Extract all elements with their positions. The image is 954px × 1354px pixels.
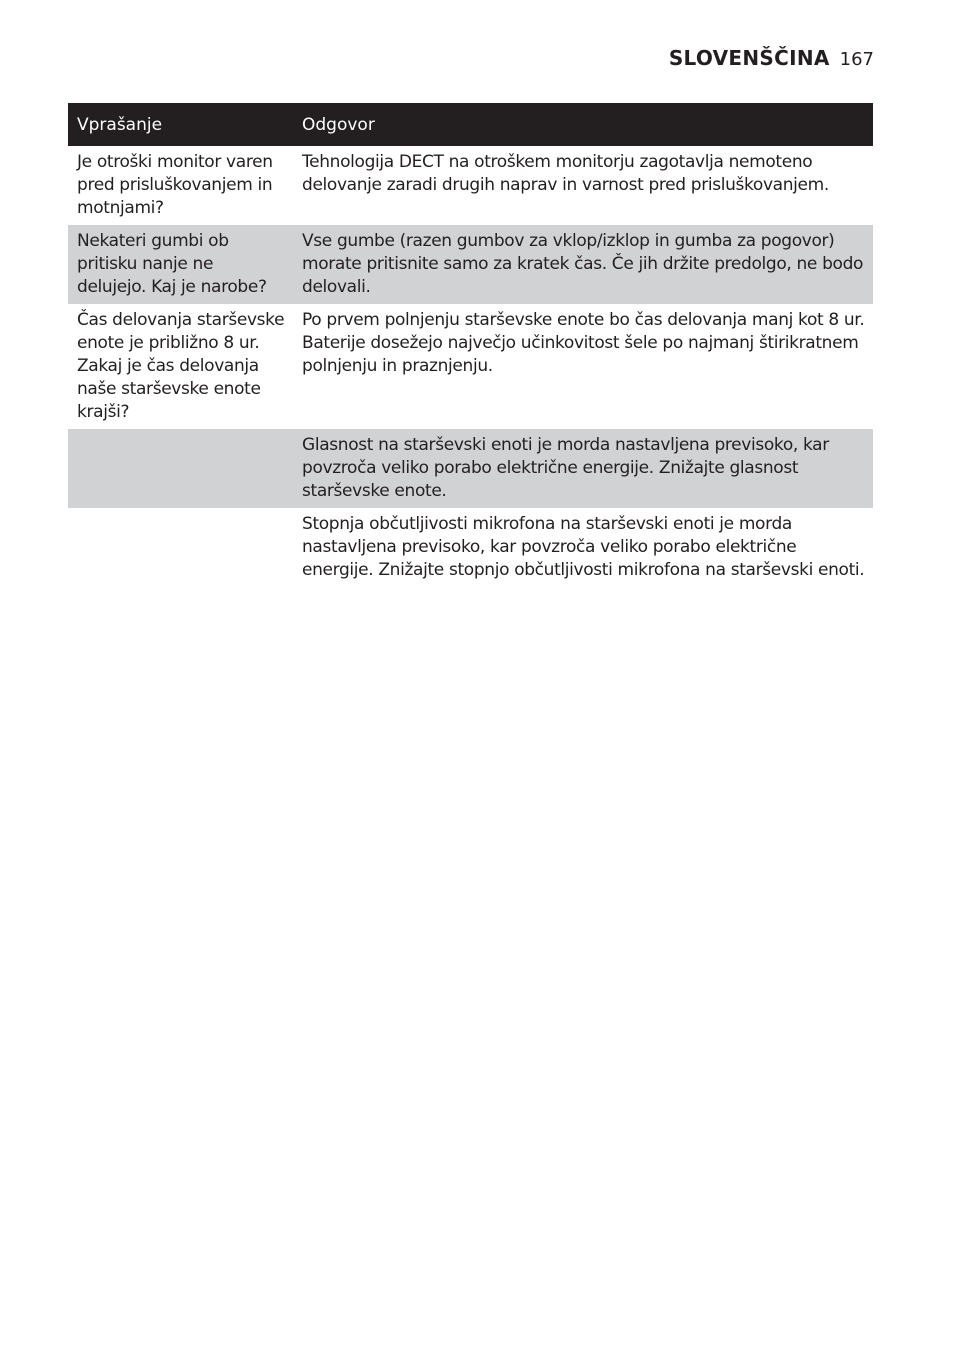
question-cell: Čas delovanja starševske enote je približno 8 ur. Zakaj je čas delovanja naše starševske enote krajši? — [77, 310, 285, 422]
table-row — [68, 146, 873, 225]
question-cell: Je otroški monitor varen pred prisluškovanjem in motnjami? — [77, 152, 273, 218]
column-header-answer: Odgovor — [293, 103, 873, 146]
language-title: SLOVENŠČINA — [668, 46, 830, 70]
answer-cell: Tehnologija DECT na otroškem monitorju zagotavlja nemoteno delovanje zaradi drugih naprav in varnost pred prisluškovanjem. — [302, 152, 829, 195]
table-row — [68, 429, 873, 508]
question-cell: Nekateri gumbi ob pritisku nanje ne delujejo. Kaj je narobe? — [68, 225, 293, 304]
table-row — [68, 508, 873, 587]
answer-cell: Vse gumbe (razen gumbov za vklop/izklop in gumba za pogovor) morate pritisnite samo za kratek čas. Če jih držite predolgo, ne bodo delovali. — [293, 225, 873, 304]
question-cell — [68, 429, 293, 508]
answer-cell: Po prvem polnjenju starševske enote bo čas delovanja manj kot 8 ur. Baterije dosežejo največjo učinkovitost šele po najmanj štirikratnem polnjenju in praznjenju. — [302, 310, 865, 376]
table-row — [68, 225, 873, 304]
troubleshooting-table — [68, 103, 873, 587]
page-number: 167 — [839, 49, 874, 70]
table-header-row — [68, 103, 873, 146]
column-header-question: Vprašanje — [68, 103, 293, 146]
question-cell — [68, 508, 293, 587]
answer-cell: Glasnost na starševski enoti je morda nastavljena previsoko, kar povzroča veliko porabo električne energije. Znižajte glasnost starševske enote. — [293, 429, 873, 508]
table-row — [68, 304, 873, 429]
page-header — [669, 46, 874, 70]
answer-cell: Stopnja občutljivosti mikrofona na starševski enoti je morda nastavljena previsoko, kar povzroča veliko porabo električne energije. Znižajte stopnjo občutljivosti mikrofona na starševski enoti. — [302, 514, 865, 580]
